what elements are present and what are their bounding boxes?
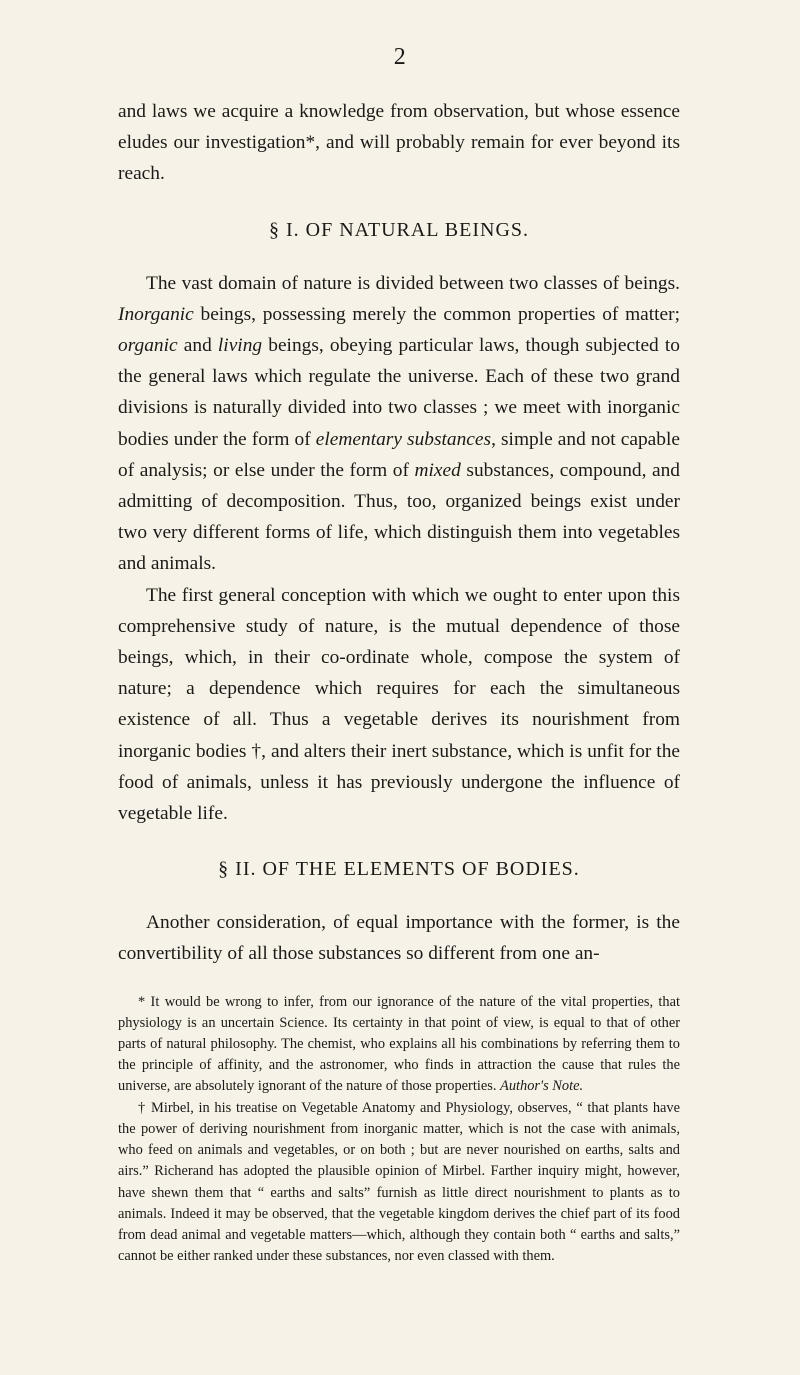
- italic-term: Inorganic: [118, 303, 194, 325]
- text-run: and: [177, 335, 218, 357]
- paragraph-convertibility: Another consideration, of equal importance with the former, is the convertibility of all those substances so different from one an-: [118, 912, 680, 965]
- section-heading-elements: § II. OF THE ELEMENTS OF BODIES.: [218, 858, 580, 881]
- section-heading-natural-beings: § I. OF NATURAL BEINGS.: [268, 218, 530, 241]
- page-number: 2: [393, 44, 407, 70]
- footnote-dagger: † Mirbel, in his treatise on Vegetable Anatomy and Physiology, observes, “ that plants have the power of deriving nourishment from inorganic matter, which is not the case with animals, who feed on animals and vegetables, or on both ; but are never nourished on earths, salts and airs.” Richerand has adopted the plausible opinion of Mirbel. Farther inquiry might, however, have shewn them that “ earths and salts” furnish as little direct nourishment to plants as to animals. Indeed it may be observed, that the vegetable kingdom derives the chief part of its food from dead animal and vegetable matters—which, although they contain both “ earths and salts,” cannot be either ranked under these substances, nor even classed with them.: [118, 1099, 680, 1265]
- footnote-attribution: Author's Note.: [500, 1078, 584, 1095]
- footnotes: [118, 992, 680, 1268]
- text-run: beings, possessing merely the common properties of matter;: [193, 303, 680, 325]
- footnote-text: * It would be wrong to infer, from our ignorance of the nature of the vital properties, that physiology is an uncertain Science. Its certainty in that point of view, is equal to that of other parts of natural philosophy. The chemist, who explains all his combinations by referring them to the principle of affinity, and the astronomer, who finds in attraction the cause that rules the universe, are absolutely ignorant of the nature of those properties.: [118, 993, 680, 1095]
- italic-term: living: [217, 335, 263, 357]
- text-run: substances, compound, and admitting of decomposition. Thus, too, organized beings exist under two very different forms of life, which distinguish them into vegetables and animals.: [118, 459, 681, 575]
- paragraph-continuation: and laws we acquire a knowledge from observation, but whose essence eludes our investigation*, and will probably remain for ever beyond its reach.: [118, 101, 680, 185]
- paragraph-natural-beings: [118, 268, 680, 580]
- text-run: , simple and not capable of analysis; or else under the form of: [118, 428, 680, 481]
- italic-term: mixed: [414, 459, 461, 481]
- italic-term: organic: [118, 335, 178, 357]
- text-run: beings, obeying particular laws, though subjected to the general laws which regulate the universe. Each of these two grand divisions is naturally divided into two classes ; we meet with inorganic bodies under the form of: [118, 335, 680, 450]
- italic-term: elementary substances: [315, 428, 492, 450]
- text-run: The vast domain of nature is divided between two classes of beings.: [146, 272, 680, 294]
- paragraph-mutual-dependence: The first general conception with which we ought to enter upon this comprehensive study of nature, is the mutual dependence of those beings, which, in their co-ordinate whole, compose the system of nature; a dependence which requires for each the simultaneous existence of all. Thus a vegetable derives its nourishment from inorganic bodies †, and alters their inert substance, which is unfit for the food of animals, unless it has previously undergone the influence of vegetable life.: [118, 584, 680, 825]
- footnote-asterisk: [118, 992, 680, 1098]
